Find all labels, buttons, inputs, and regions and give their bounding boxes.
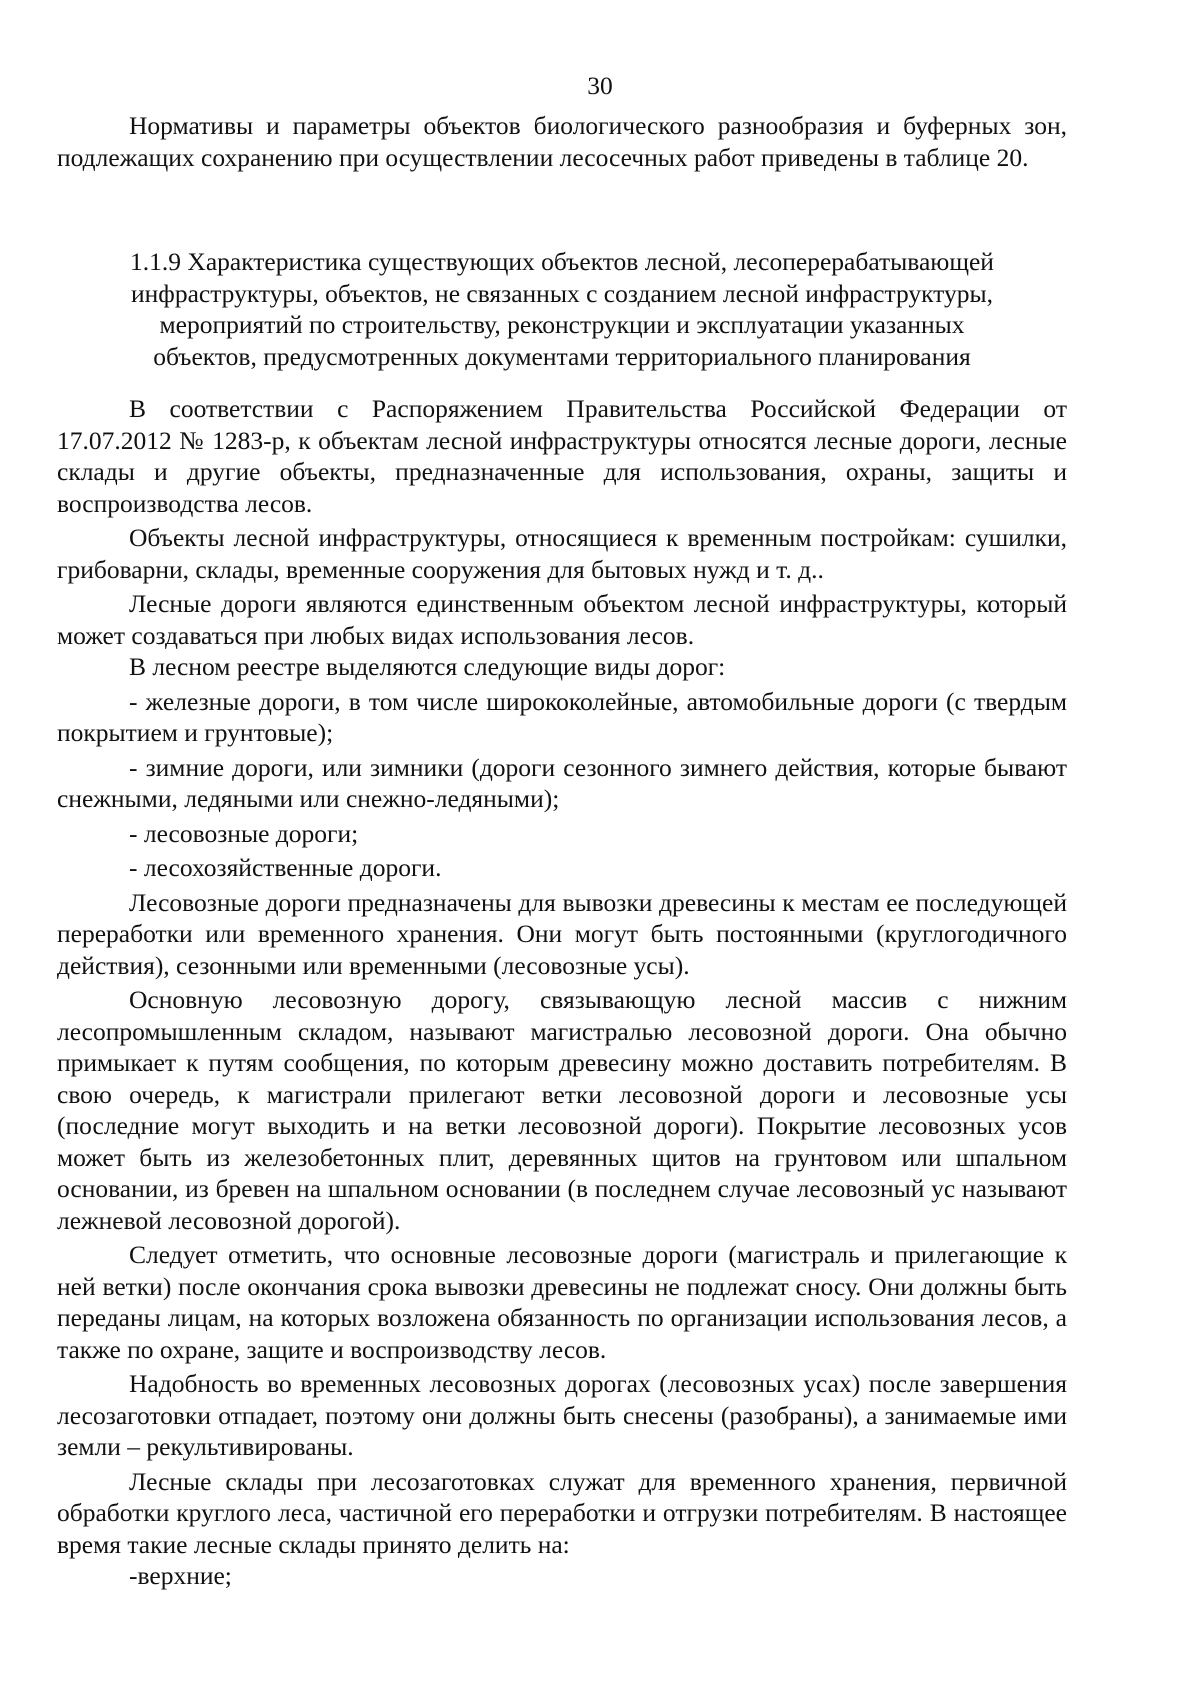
intro-section [57, 110, 1067, 173]
heading-line: инфраструктуры, объектов, не связанных с созданием лесной инфраструктуры, [131, 278, 993, 308]
body-paragraph: В лесном реестре выделяются следующие виды дорог: [129, 652, 726, 681]
body-paragraph: Основную лесовозную дорогу, связывающую лесной массив с нижним лесопромышленным складом, называют магистралью лесовозной дороги. Она обычно примыкает к путям сообщения, по которым древесину можно доставить потребителям. В свою очередь, к магистрали прилегают ветки лесовозной дороги и лесовозные усы (последние могут выходить и на ветки лесовозной дороги). Покрытие лесовозных усов может быть из железобетонных плит, деревянных щитов на грунтовом или шпальном основании, из бревен на шпальном основании (в последнем случае лесовозный ус называют лежневой лесовозной дорогой). [57, 985, 1067, 1235]
heading-line: мероприятий по строительству, реконструкции и эксплуатации указанных [159, 310, 965, 339]
list-item: - зимние дороги, или зимники (дороги сезонного зимнего действия, которые бывают снежными, ледяными или снежно-ледяными); [57, 752, 1067, 813]
heading-line: объектов, предусмотренных документами территориального планирования [153, 341, 971, 371]
intro-paragraph: Нормативы и параметры объектов биологического разнообразия и буферных зон, подлежащих сохранению при осуществлении лесосечных работ приведены в таблице 20. [57, 111, 1067, 172]
body-paragraph: Надобность во временных лесовозных дорогах (лесовозных усах) после завершения лесозаготовки отпадает, поэтому они должны быть снесены (разобраны), а занимаемые ими земли – рекультивированы. [57, 1369, 1067, 1461]
body-paragraph: Лесовозные дороги предназначены для вывозки древесины к местам ее последующей переработки или временного хранения. Они могут быть постоянными (круглогодичного действия), сезонными или временными (лесовозные усы). [57, 887, 1067, 980]
heading-line: 1.1.9 Характеристика существующих объектов лесной, лесоперерабатывающей [130, 247, 994, 276]
page-number: 30 [587, 71, 613, 100]
section-heading [57, 246, 1067, 372]
body-paragraph: Лесные склады при лесозаготовках служат для временного хранения, первичной обработки круглого леса, частичной его переработки и отгрузки потребителям. В настоящее время такие лесные склады принято делить на: [57, 1466, 1067, 1559]
list-item: - лесовозные дороги; [129, 818, 359, 848]
body-paragraph: Следует отметить, что основные лесовозные дороги (магистраль и прилегающие к ней ветки) после окончания срока вывозки древесины не подлежат сносу. Они должны быть переданы лицам, на которых возложена обязанность по организации использования лесов, а также по охране, защите и воспроизводству лесов. [57, 1240, 1067, 1364]
list-item: - лесохозяйственные дороги. [129, 853, 442, 882]
body-paragraph: -верхние; [129, 1561, 232, 1590]
body-paragraph: Лесные дороги являются единственным объектом лесной инфраструктуры, который может создаваться при любых видах использования лесов. [57, 589, 1067, 650]
body-paragraph: В соответствии с Распоряжением Правительства Российской Федерации от 17.07.2012 № 1283-р, к объектам лесной инфраструктуры относятся лесные дороги, лесные склады и другие объекты, предназначенные для использования, охраны, защиты и воспроизводства лесов. [57, 394, 1067, 518]
list-item: - железные дороги, в том числе ширококолейные, автомобильные дороги (с твердым покрытием и грунтовые); [57, 686, 1067, 747]
body-paragraph: Объекты лесной инфраструктуры, относящиеся к временным постройкам: сушилки, грибоварни, склады, временные сооружения для бытовых нужд и т. д.. [57, 523, 1067, 584]
body-text [57, 393, 1067, 1592]
